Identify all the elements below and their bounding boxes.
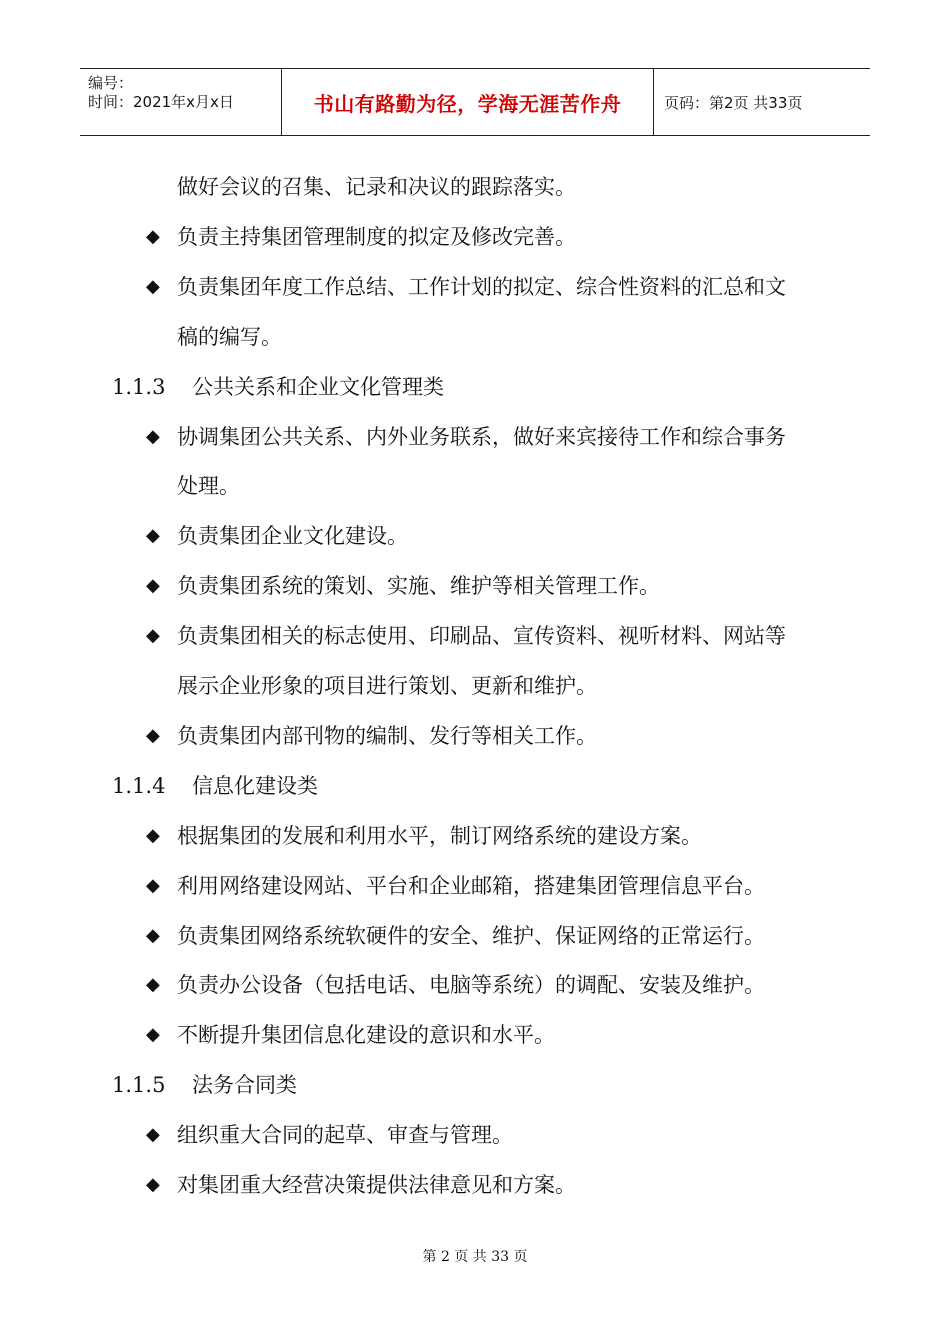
header-page-cell xyxy=(654,69,870,135)
section-title: 法务合同类 xyxy=(192,1073,297,1098)
diamond-bullet-icon: ◆ xyxy=(146,1174,160,1195)
body-text: 做好会议的召集、记录和决议的跟踪落实。 xyxy=(177,175,576,199)
document-time-label: 时间：2021年x月x日 xyxy=(88,93,234,111)
body-text: 处理。 xyxy=(177,474,240,499)
header-page-info: 页码：第2页 共33页 xyxy=(664,93,803,112)
diamond-bullet-icon: ◆ xyxy=(146,874,160,896)
diamond-bullet-icon: ◆ xyxy=(146,824,160,846)
body-text: 负责集团年度工作总结、工作计划的拟定、综合性资料的汇总和文 xyxy=(177,274,786,299)
section-heading-content xyxy=(112,372,444,402)
section-heading-content xyxy=(112,771,318,801)
body-text: 利用网络建设网站、平台和企业邮箱，搭建集团管理信息平台。 xyxy=(177,873,765,898)
section-title: 信息化建设类 xyxy=(192,773,318,798)
header-motto-cell xyxy=(282,69,654,135)
body-text: 协调集团公共关系、内外业务联系，做好来宾接待工作和综合事务 xyxy=(177,424,786,449)
diamond-bullet-icon: ◆ xyxy=(146,275,160,297)
body-text: 稿的编写。 xyxy=(177,324,282,349)
diamond-bullet-icon: ◆ xyxy=(146,1124,160,1146)
section-number: 1.1.5 xyxy=(112,1073,166,1098)
section-title: 公共关系和企业文化管理类 xyxy=(192,374,444,399)
diamond-bullet-icon: ◆ xyxy=(146,425,160,447)
page-footer: 第 2 页 共 33 页 xyxy=(422,1249,528,1265)
body-text: 负责集团企业文化建设。 xyxy=(177,524,408,549)
body-text: 负责主持集团管理制度的拟定及修改完善。 xyxy=(177,224,576,249)
body-text: 负责集团网络系统软硬件的安全、维护、保证网络的正常运行。 xyxy=(177,923,765,948)
section-number: 1.1.4 xyxy=(112,773,166,798)
diamond-bullet-icon: ◆ xyxy=(146,625,160,647)
body-text: 负责集团系统的策划、实施、维护等相关管理工作。 xyxy=(177,574,660,599)
body-text: 不断提升集团信息化建设的意识和水平。 xyxy=(177,1023,555,1048)
diamond-bullet-icon: ◆ xyxy=(146,525,160,547)
section-number: 1.1.3 xyxy=(112,374,166,399)
diamond-bullet-icon: ◆ xyxy=(146,575,160,597)
header-meta-cell xyxy=(80,69,282,135)
body-text: 负责办公设备（包括电话、电脑等系统）的调配、安装及维护。 xyxy=(177,973,765,998)
section-heading-content xyxy=(112,1070,297,1100)
body-text: 展示企业形象的项目进行策划、更新和维护。 xyxy=(177,674,597,698)
header-motto: 书山有路勤为径，学海无涯苦作舟 xyxy=(313,91,622,116)
diamond-bullet-icon: ◆ xyxy=(146,724,160,746)
page-header xyxy=(80,68,870,136)
diamond-bullet-icon: ◆ xyxy=(146,225,160,247)
body-text: 负责集团相关的标志使用、印刷品、宣传资料、视听材料、网站等 xyxy=(177,624,786,649)
diamond-bullet-icon: ◆ xyxy=(146,974,160,996)
document-number-label: 编号： xyxy=(88,74,134,92)
body-text: 负责集团内部刊物的编制、发行等相关工作。 xyxy=(177,723,597,748)
diamond-bullet-icon: ◆ xyxy=(146,924,160,946)
diamond-bullet-icon: ◆ xyxy=(146,1024,160,1046)
body-text: 组织重大合同的起草、审查与管理。 xyxy=(177,1123,513,1148)
body-text: 对集团重大经营决策提供法律意见和方案。 xyxy=(177,1173,576,1197)
body-text: 根据集团的发展和利用水平，制订网络系统的建设方案。 xyxy=(177,823,702,848)
